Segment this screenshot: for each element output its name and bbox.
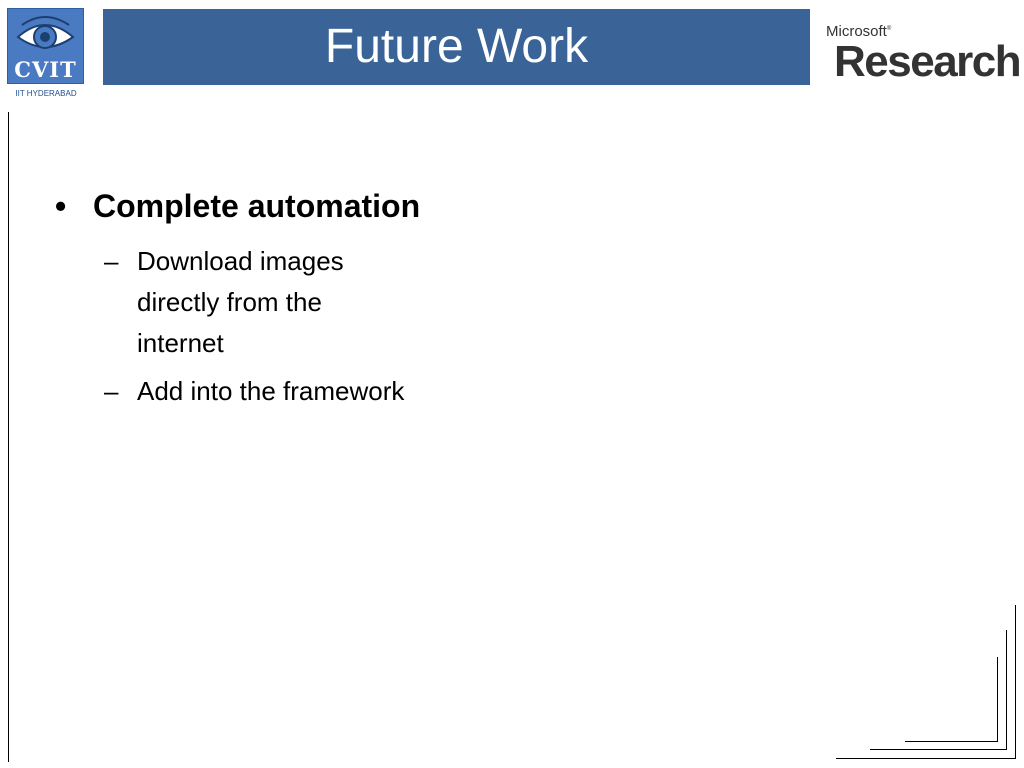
- bullet-item: [55, 188, 420, 225]
- dash-marker: –: [104, 376, 119, 406]
- sub-bullet-text: Download images directly from the internet: [137, 246, 344, 358]
- cvit-logo-text: CVIT: [14, 57, 77, 82]
- left-frame-line: [8, 112, 9, 762]
- cvit-logo-subtext: IIT HYDERABAD: [15, 89, 77, 98]
- right-frame-line-outer: [1015, 605, 1016, 759]
- research-logo-text: Research: [834, 37, 1021, 86]
- bullet-text: Complete automation: [93, 188, 421, 224]
- sub-bullet-item: [104, 371, 524, 413]
- right-frame-line-inner: [997, 657, 998, 742]
- sub-bullet-text: Add into the framework: [137, 376, 405, 406]
- slide-title: Future Work: [324, 20, 589, 73]
- sub-bullet-item: [104, 241, 424, 371]
- dash-marker: –: [104, 246, 119, 276]
- cvit-logo: [7, 8, 84, 84]
- bottom-frame-line-outer: [836, 758, 1016, 759]
- bullet-marker: •: [55, 188, 67, 224]
- title-bar: [103, 9, 810, 85]
- right-frame-line-middle: [1006, 630, 1007, 750]
- trademark-mark: ®: [886, 26, 892, 32]
- microsoft-label: Microsoft: [826, 23, 887, 40]
- bottom-frame-line-middle: [870, 749, 1007, 750]
- eye-icon: [14, 13, 77, 57]
- bottom-frame-line-inner: [905, 741, 998, 742]
